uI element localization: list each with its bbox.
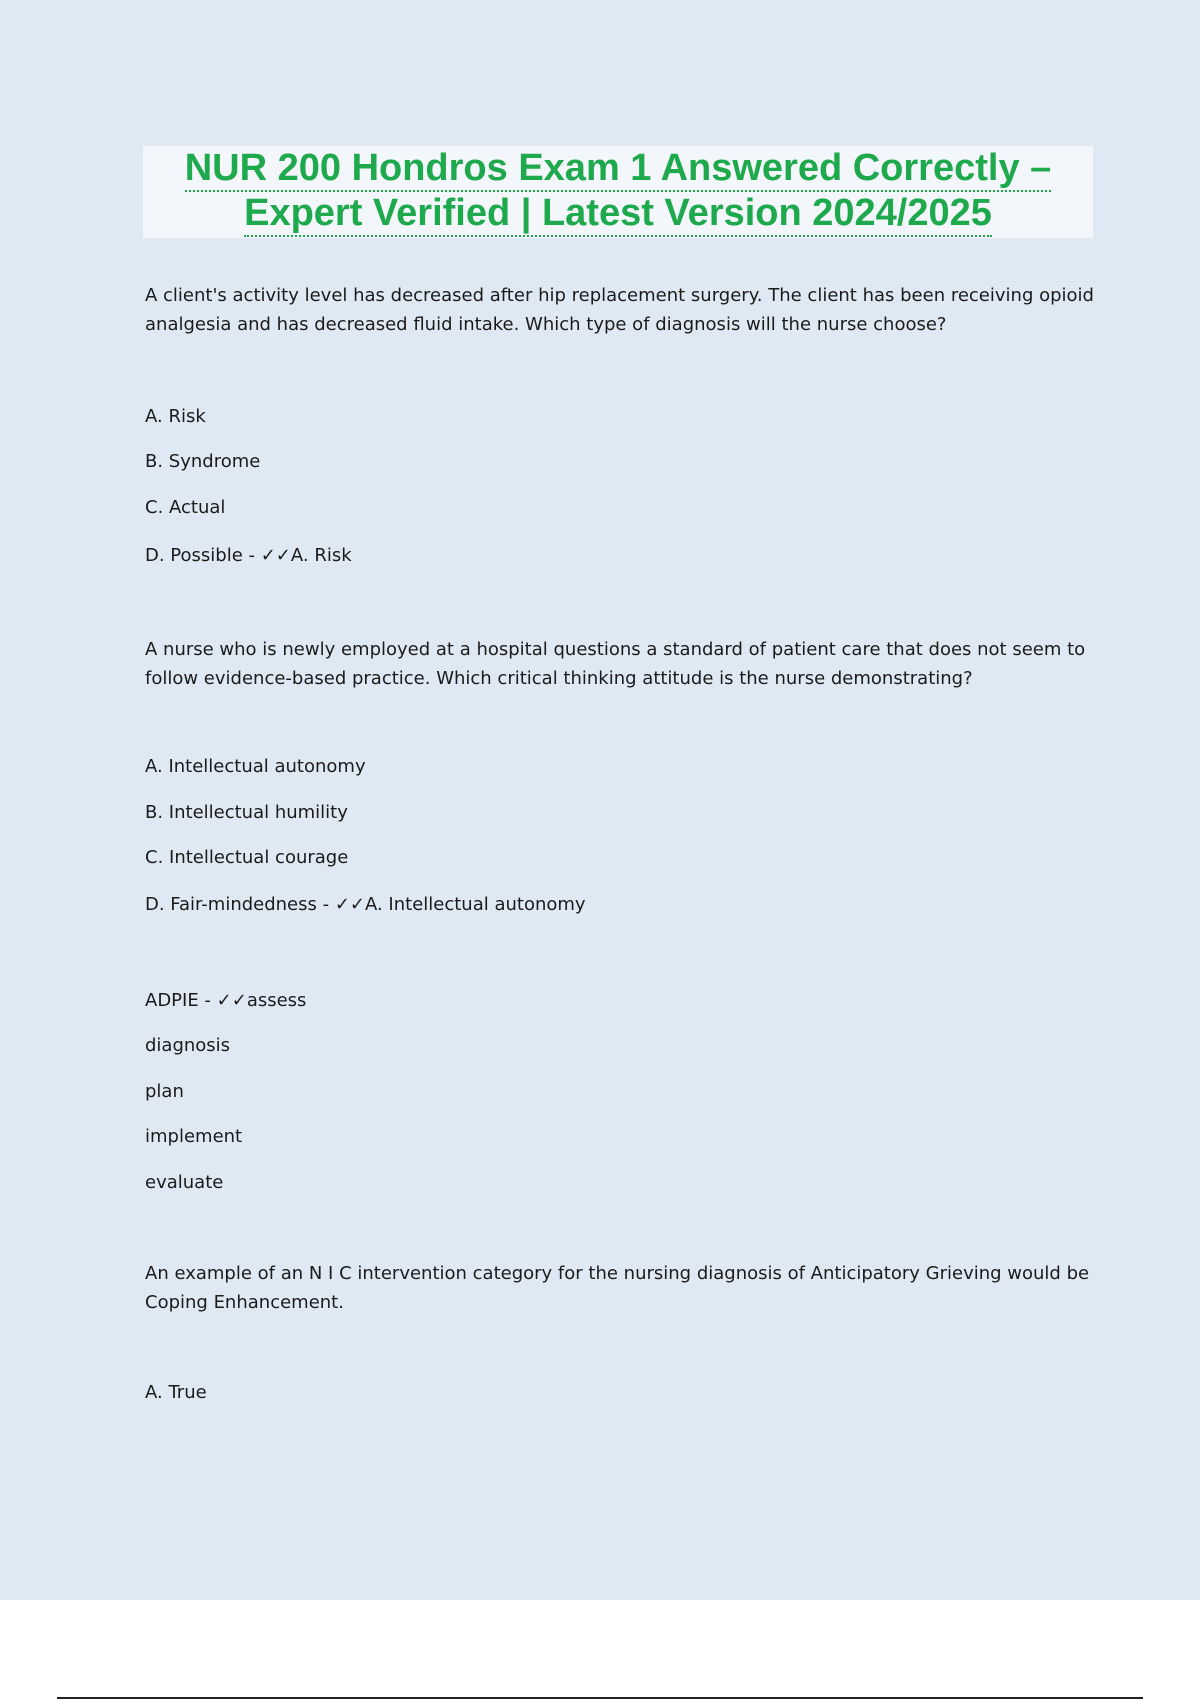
footer-divider	[57, 1697, 1143, 1699]
question-1-option-b: B. Syndrome	[145, 451, 261, 472]
question-2-option-b: B. Intellectual humility	[145, 802, 348, 823]
adpie-line-4: implement	[145, 1126, 243, 1147]
question-2-option-c: C. Intellectual courage	[145, 847, 349, 868]
adpie-line-3: plan	[145, 1081, 184, 1102]
question-4-text: An example of an N I C intervention category for the nursing diagnosis of Anticipatory Grieving would be Coping Enhancement.	[145, 1263, 1090, 1313]
adpie-line-2: diagnosis	[145, 1035, 231, 1056]
question-1-option-d-answer: D. Possible - ✓✓A. Risk	[145, 545, 352, 566]
adpie-line-1: ADPIE - ✓✓assess	[145, 990, 307, 1011]
question-1-option-c: C. Actual	[145, 497, 226, 518]
question-2-option-d-answer: D. Fair-mindedness - ✓✓A. Intellectual autonomy	[145, 894, 586, 915]
title-line-2: Expert Verified | Latest Version 2024/2025	[143, 191, 1093, 235]
document-title	[143, 146, 1093, 238]
question-1-option-a: A. Risk	[145, 406, 206, 427]
question-2-option-a: A. Intellectual autonomy	[145, 756, 366, 777]
question-2-text: A nurse who is newly employed at a hospital questions a standard of patient care that does not seem to follow evidence-based practice. Which critical thinking attitude is the nurse demonstrating?	[145, 639, 1086, 689]
title-line-1: NUR 200 Hondros Exam 1 Answered Correctly –	[143, 146, 1093, 190]
question-4-option-a: A. True	[145, 1382, 207, 1403]
question-1-text: A client's activity level has decreased after hip replacement surgery. The client has been receiving opioid analgesia and has decreased fluid intake. Which type of diagnosis will the nurse choose?	[145, 285, 1094, 335]
adpie-line-5: evaluate	[145, 1172, 224, 1193]
